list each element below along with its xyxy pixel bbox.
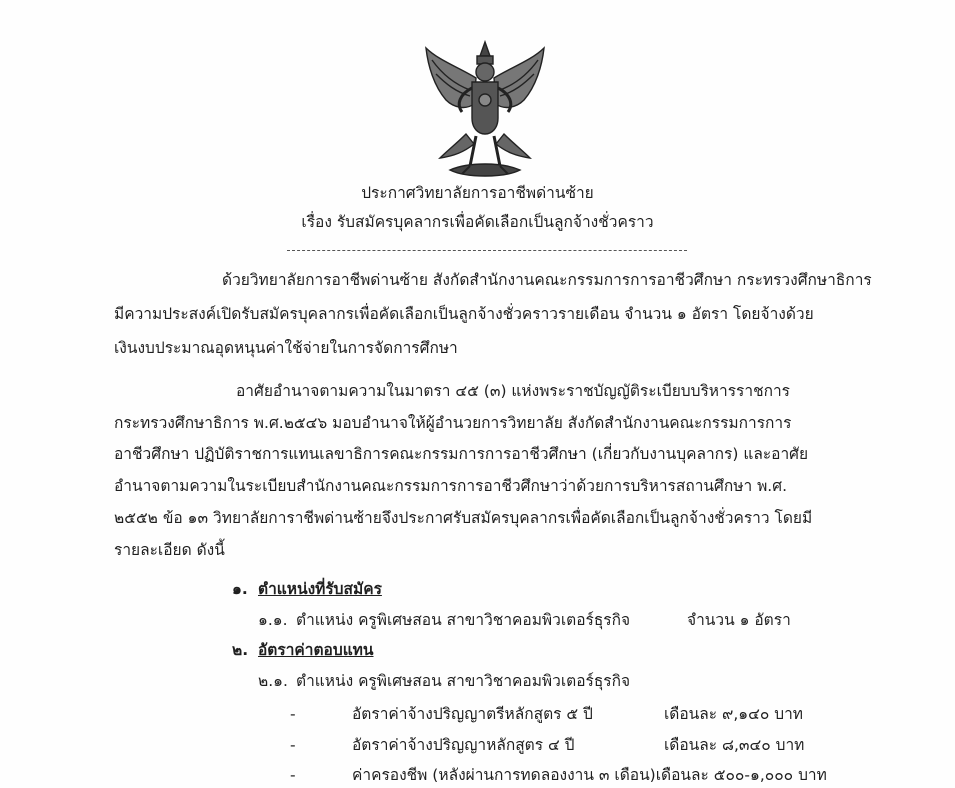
paragraph-2-line-2: กระทรวงศึกษาธิการ พ.ศ.๒๕๔๖ มอบอำนาจให้ผู้อำนวยการวิทยาลัย สังกัดสำนักงานคณะกรรมการการ [114, 414, 792, 432]
paragraph-2-line-6: รายละเอียด ดังนี้ [114, 541, 225, 559]
paragraph-2-line-1: อาศัยอำนาจตามความในมาตรา ๔๕ (๓) แห่งพระราชบัญญัติระเบียบบริหารราชการ [236, 382, 791, 400]
rate-1-dash: - [290, 705, 296, 723]
rate-2-label: อัตราค่าจ้างปริญญาหลักสูตร ๔ ปี [352, 736, 575, 754]
rate-1-amount: เดือนละ ๙,๑๔๐ บาท [664, 705, 804, 723]
section-2-heading: อัตราค่าตอบแทน [258, 641, 374, 659]
rate-3-label: ค่าครองชีพ (หลังผ่านการทดลองงาน ๓ เดือน)เดือนละ ๕๐๐-๑,๐๐๐ บาท [352, 766, 827, 784]
announcement-subject: เรื่อง รับสมัครบุคลากรเพื่อคัดเลือกเป็นลูกจ้างชั่วคราว [301, 213, 654, 231]
section-1-item-count: จำนวน ๑ อัตรา [687, 611, 791, 629]
section-1-item-number: ๑.๑. [258, 611, 288, 629]
paragraph-2-line-3: อาชีวศึกษา ปฏิบัติราชการแทนเลขาธิการคณะกรรมการการอาชีวศึกษา (เกี่ยวกับงานบุคลากร) และอาศัย [114, 445, 809, 463]
paragraph-1-line-2: มีความประสงค์เปิดรับสมัครบุคลากรเพื่อคัดเลือกเป็นลูกจ้างชั่วคราวรายเดือน จำนวน ๑ อัตรา โดยจ้างด้วย [114, 305, 814, 323]
rate-1-label: อัตราค่าจ้างปริญญาตรีหลักสูตร ๕ ปี [352, 705, 593, 723]
section-2-item-number: ๒.๑. [258, 672, 288, 690]
section-1-heading: ตำแหน่งที่รับสมัคร [258, 580, 382, 598]
rate-2-dash: - [290, 736, 296, 754]
garuda-emblem-icon [420, 38, 550, 180]
rate-2-amount: เดือนละ ๘,๓๔๐ บาท [664, 736, 805, 754]
section-2-number: ๒. [232, 641, 249, 659]
section-1-item-text: ตำแหน่ง ครูพิเศษสอน สาขาวิชาคอมพิวเตอร์ธุรกิจ [296, 611, 631, 629]
announcement-title: ประกาศวิทยาลัยการอาชีพด่านซ้าย [361, 184, 594, 202]
paragraph-2-line-5: ๒๕๕๒ ข้อ ๑๓ วิทยาลัยการาชีพด่านซ้ายจึงประกาศรับสมัครบุคลากรเพื่อคัดเลือกเป็นลูกจ้างชั่วคราว โดยมี [114, 509, 813, 527]
paragraph-1-line-3: เงินงบประมาณอุดหนุนค่าใช้จ่ายในการจัดการศึกษา [114, 339, 458, 357]
paragraph-2-line-4: อำนาจตามความในระเบียบสำนักงานคณะกรรมการการอาชีวศึกษาว่าด้วยการบริหารสถานศึกษา พ.ศ. [114, 477, 788, 495]
section-1-number: ๑. [232, 580, 248, 598]
paragraph-1-line-1: ด้วยวิทยาลัยการอาชีพด่านซ้าย สังกัดสำนักงานคณะกรรมการการอาชีวศึกษา กระทรวงศึกษาธิการ [222, 271, 872, 289]
dashed-divider [287, 250, 687, 251]
section-2-item-text: ตำแหน่ง ครูพิเศษสอน สาขาวิชาคอมพิวเตอร์ธุรกิจ [296, 672, 631, 690]
rate-3-dash: - [290, 766, 296, 784]
